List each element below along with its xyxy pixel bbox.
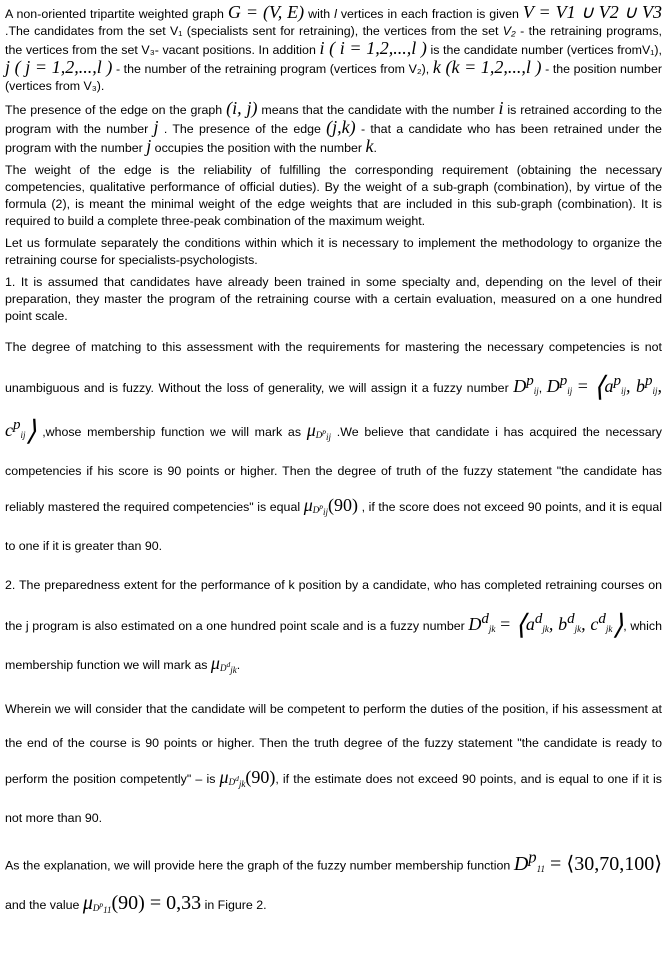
paragraph-condition-2 <box>5 568 662 687</box>
text: - that a candidate who has been retrained under the program with the number <box>5 122 662 155</box>
text: , <box>538 381 543 395</box>
text: Wherein we will consider that the candidate will be competent to perform the duties of the position, if his assessment at the end of the course is 90 points or higher. Then the truth degree of the fuzzy statement "the candidate is ready to perform the position competently" – is <box>5 702 662 786</box>
text: , if the score does not exceed 90 points, and it is equal to one if it is greater than 90. <box>5 500 663 553</box>
text: in Figure 2. <box>204 897 267 912</box>
membership-value-90: $\mu_{D^p_{ij}}(90)$ <box>303 495 358 517</box>
paragraph-weight: The weight of the edge is the reliability of fulfilling the corresponding requirement (obtaining the necessary competencies, qualitative performance of official duties). By the weight of a sub-graph (combination), by virtue of the formula (2), is meant the minimal weight of the edge weights that are included in this sub-graph (combination). It is required to build a complete three-peak combination of the maximum weight. <box>5 163 662 228</box>
text: A non-oriented tripartite weighted graph <box>5 7 224 21</box>
text: means that the candidate with the number <box>261 103 495 117</box>
membership-value-90-jk: $\mu_{D^d_{jk}}(90)$ <box>219 767 276 789</box>
text: vertices in each fraction is given <box>340 7 519 21</box>
text: - the retraining programs, the vertices from the set V₃- vacant positions. In addition <box>5 24 662 57</box>
fuzzy-number-D-p-ij: $D^p_{ij}$ <box>513 373 539 396</box>
j-variable: j <box>146 136 152 156</box>
text: .The candidates from the set V₁ (specialists sent for retraining), the vertices from the set <box>5 24 499 38</box>
membership-function-mu-D-d-jk: $\mu_{D^d_{jk}}$ <box>210 653 237 675</box>
paragraph-edges <box>5 100 662 157</box>
paragraph-fuzzy-number <box>5 330 662 563</box>
text: is retrained according to the program with the number <box>5 103 663 136</box>
text: and the value <box>5 897 80 912</box>
text: .We believe that candidate i has acquired the necessary competencies if his score is 90 points or higher. Then the degree of truth of the fuzzy statement "the candidate has reliably mastered the required competencies" is equal <box>5 425 662 514</box>
membership-function-mu-D-p-ij: $\mu_{D^p_{ij}}$ <box>306 420 332 442</box>
text: As the explanation, we will provide here the graph of the fuzzy number membership function <box>5 858 511 873</box>
paragraph-graph-definition <box>5 4 662 95</box>
edge-jk-formula: (j,k) <box>326 117 356 137</box>
text: ,whose membership function we will mark as <box>42 425 302 439</box>
text: The degree of matching to this assessment with the requirements for mastering the necessary competencies is not unambiguous and is fuzzy. Without the loss of generality, we will assign it a fuzzy number <box>5 340 662 395</box>
i-range-formula: i ( i = 1,2,...,l ) <box>319 38 427 58</box>
text: The presence of the edge on the graph <box>5 103 223 117</box>
k-variable: k <box>365 136 374 156</box>
graph-formula: G = (V, E) <box>227 2 305 22</box>
paragraph-conditions: Let us formulate separately the conditions within which it is necessary to implement the methodology to organize the retraining course for specialists-psychologists. <box>5 236 662 267</box>
text: . The presence of the edge <box>163 122 321 136</box>
i-variable: i <box>498 98 504 118</box>
fuzzy-number-example: $D^p_{11}$ = ⟨30,70,100⟩ <box>513 847 663 875</box>
edge-ij-formula: (i, j) <box>226 98 258 118</box>
membership-value-example: $\mu_{D^p_{11}}(90) = 0,33$ <box>82 891 202 915</box>
text: occupies the position with the number <box>154 141 362 155</box>
l-variable: l <box>334 7 337 21</box>
v2-label: V₂ <box>502 24 516 38</box>
text: - the number of the retraining program (vertices from V₂), <box>115 62 430 76</box>
vertex-set-formula: V = V1 ∪ V2 ∪ V3 <box>522 2 662 22</box>
k-range-formula: k (k = 1,2,...,l ) <box>432 57 542 77</box>
fuzzy-number-definition: $D^p_{ij}$ = $⟨a^p_{ij}$, $b^p_{ij}$, $c^p_{ij}⟩$ <box>5 372 663 447</box>
paragraph-competence <box>5 692 662 835</box>
text: is the candidate number (vertices fromV₁), <box>430 43 662 57</box>
j-range-formula: j ( j = 1,2,...,l ) <box>5 57 113 77</box>
paragraph-condition-1: 1. It is assumed that candidates have already been trained in some specialty and, depending on the level of their preparation, they master the program of the retraining course with a certain evaluation, measured on a one hundred point scale. <box>5 275 662 323</box>
text: 2. The preparedness extent for the performance of k position by a candidate, who has completed retraining courses on the j program is also estimated on a one hundred point scale and is a fuzzy number <box>5 578 662 633</box>
text: , which membership function we will mark as <box>5 619 663 672</box>
text: with <box>308 7 331 21</box>
j-variable: j <box>153 117 159 137</box>
paragraph-explanation <box>5 840 662 927</box>
text: . <box>236 658 241 672</box>
text: , if the estimate does not exceed 90 points, and is equal to one if it is not more than 90. <box>5 772 662 825</box>
text: . <box>373 141 377 155</box>
text: - the position number (vertices from V₃). <box>5 62 662 93</box>
fuzzy-number-D-d-jk: $D^d_{jk}$ = $⟨a^d_{jk}$, $b^d_{jk}$, $c^d_{jk}⟩$ <box>468 610 624 641</box>
